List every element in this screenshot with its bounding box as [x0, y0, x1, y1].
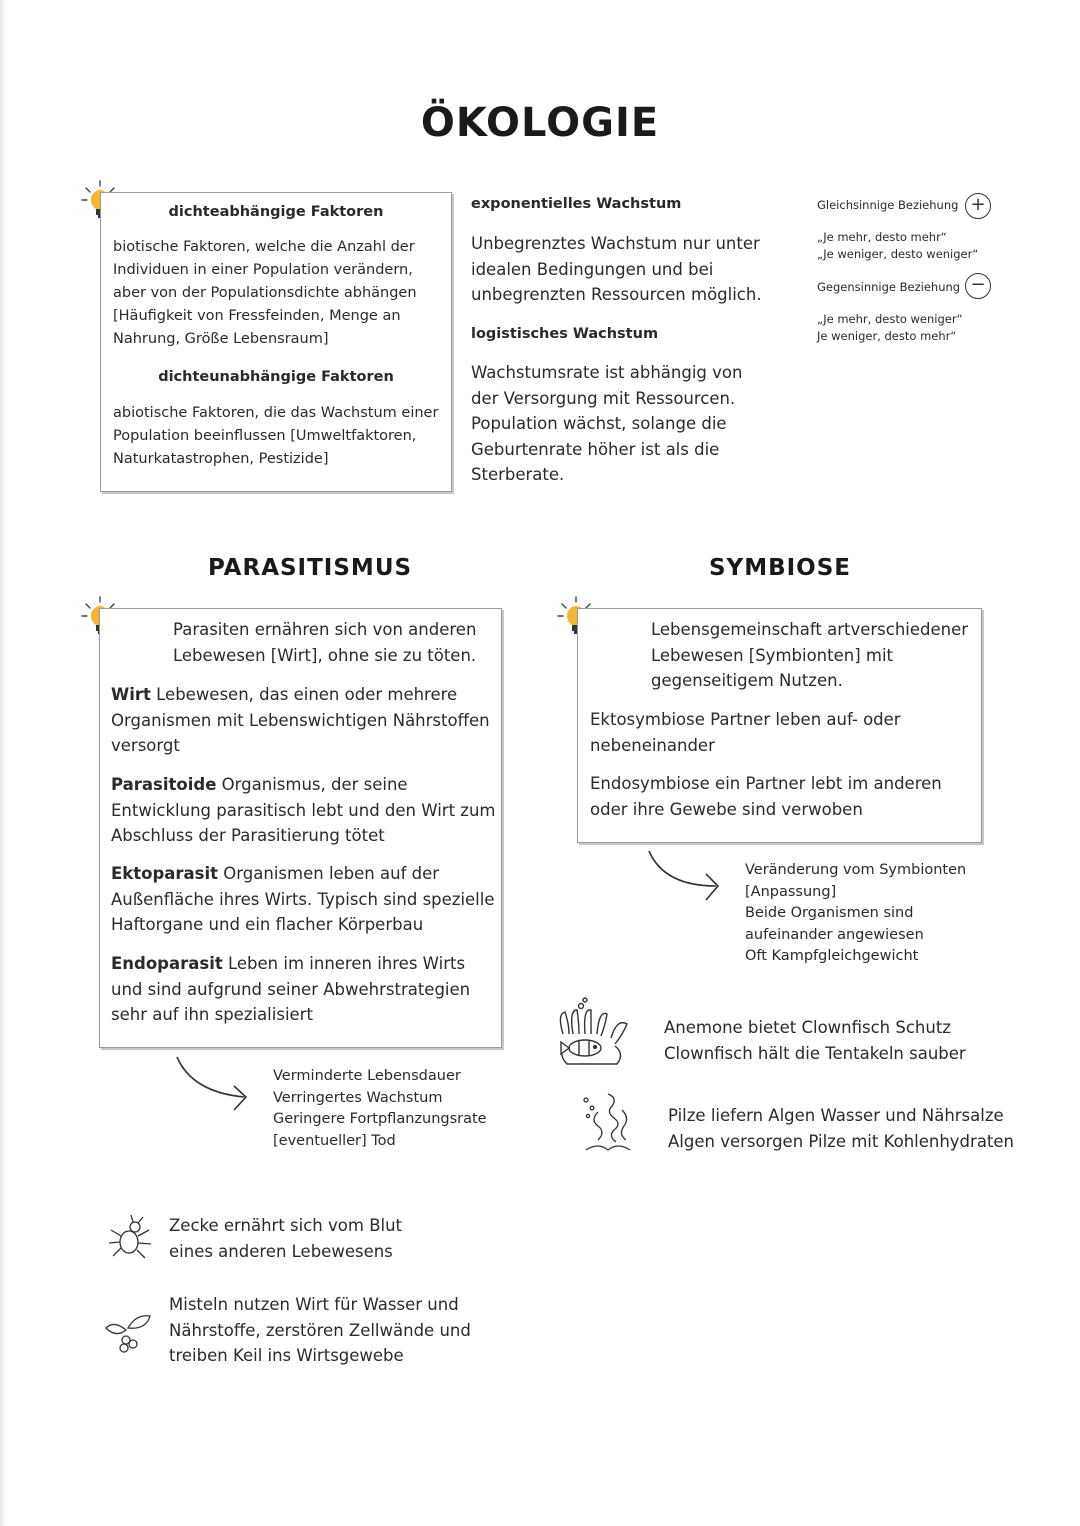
mistel-example: [169, 1292, 471, 1369]
parasitismus-title: PARASITISMUS: [207, 555, 413, 581]
effect-line: [Anpassung]: [745, 883, 837, 900]
exponentiell-text: Unbegrenztes Wachstum nur unter idealen Bedingungen und bei unbegrenzten Ressourcen möglich.: [471, 234, 762, 304]
example-line: Pilze liefern Algen Wasser und Nährsalze: [668, 1106, 1004, 1125]
tick-icon: [105, 1212, 155, 1264]
gleichsinnig-label: Gleichsinnige Beziehung: [817, 198, 959, 212]
parasitismus-effects: [273, 1066, 487, 1152]
definition-wirt: Wirt Lebewesen, das einen oder mehrere Organismen mit Lebenswichtigen Nährstoffen versorgt: [111, 685, 490, 755]
arrow-icon: [172, 1052, 252, 1114]
definition-parasitoide: Parasitoide Organismus, der seine Entwicklung parasitisch lebt und den Wirt zum Abschluss der Parasitierung tötet: [111, 775, 496, 845]
effect-line: Geringere Fortpflanzungsrate: [273, 1111, 487, 1127]
lichen-icon: [578, 1090, 636, 1156]
dichteabhaengig-text: biotische Faktoren, welche die Anzahl der Individuen in einer Population verändern, aber von der Populationsdichte abhängen [Häufigkeit von Fressfeinden, Menge an Nahrung, Größe Lebensraum]: [113, 239, 417, 347]
effect-line: Verminderte Lebensdauer: [273, 1068, 461, 1084]
example-line: Zecke ernährt sich vom Blut: [169, 1216, 403, 1235]
zecke-example: [169, 1213, 402, 1264]
example-line: eines anderen Lebewesens: [169, 1241, 393, 1261]
minus-icon: −: [965, 273, 991, 299]
effect-line: Beide Organismen sind: [745, 905, 914, 921]
parasitismus-box: [99, 608, 502, 1048]
effect-line: Oft Kampfgleichgewicht: [745, 948, 919, 964]
definition-endosymbiose: Endosymbiose ein Partner lebt im anderen oder ihre Gewebe sind verwoben: [590, 774, 942, 819]
exponentiell-heading: exponentielles Wachstum: [471, 196, 682, 212]
example-line: Nährstoffe, zerstören Zellwände und: [169, 1320, 471, 1340]
arrow-icon: [644, 846, 724, 908]
example-line: Misteln nutzen Wirt für Wasser und: [169, 1295, 459, 1314]
gegensinnig-line2: Je weniger, desto mehr“: [817, 329, 957, 343]
dichteunabhaengig-text: abiotische Faktoren, die das Wachstum einer Population beeinflussen [Umweltfaktoren, Naturkatastrophen, Pestizide]: [113, 405, 439, 467]
gleichsinnig-line2: „Je weniger, desto weniger“: [817, 247, 979, 261]
pilze-algen-example: [668, 1103, 1014, 1154]
definition-ektoparasit: Ektoparasit Organismen leben auf der Außenfläche ihres Wirts. Typisch sind spezielle Haftorgane und ein flacher Körperbau: [111, 864, 495, 934]
page-title: ÖKOLOGIE: [420, 100, 660, 146]
effect-line: Verringertes Wachstum: [273, 1089, 443, 1106]
gegensinnig-label: Gegensinnige Beziehung: [817, 280, 961, 294]
parasitismus-intro: Parasiten ernähren sich von anderen Lebewesen [Wirt], ohne sie zu töten.: [173, 620, 477, 665]
definition-ektosymbiose: Ektosymbiose Partner leben auf- oder nebeneinander: [590, 710, 901, 755]
logistisch-heading: logistisches Wachstum: [471, 326, 659, 342]
anemone-clownfish-icon: [555, 994, 637, 1070]
dichteabhaengig-heading: dichteabhängige Faktoren: [168, 204, 384, 220]
plus-icon: +: [965, 193, 991, 219]
logistisch-text: Wachstumsrate ist abhängig von der Versorgung mit Ressourcen. Population wächst, solange die Geburtenrate höher ist als die Sterberate.: [471, 363, 743, 484]
gleichsinnig-line1: „Je mehr, desto mehr“: [817, 230, 947, 244]
dichteunabhaengig-heading: dichteunabhängige Faktoren: [158, 369, 394, 385]
example-line: Algen versorgen Pilze mit Kohlenhydraten: [668, 1131, 1015, 1151]
example-line: treiben Keil ins Wirtsgewebe: [169, 1346, 404, 1365]
example-line: Clownfisch hält die Tentakeln sauber: [664, 1043, 966, 1063]
symbiose-effects: [745, 860, 966, 968]
symbiose-title: SYMBIOSE: [708, 555, 852, 581]
effect-line: Veränderung vom Symbionten: [745, 862, 967, 878]
effect-line: aufeinander angewiesen: [745, 926, 924, 943]
anemone-example: [664, 1015, 966, 1066]
effect-line: [eventueller] Tod: [273, 1132, 396, 1149]
symbiose-box: [577, 608, 982, 843]
faktoren-box: [100, 192, 452, 492]
mistletoe-icon: [102, 1308, 154, 1354]
gegensinnig-line1: „Je mehr, desto weniger“: [817, 312, 963, 326]
symbiose-intro: Lebensgemeinschaft artverschiedener Lebewesen [Symbionten] mit gegenseitigem Nutzen.: [651, 620, 969, 690]
example-line: Anemone bietet Clownfisch Schutz: [664, 1018, 951, 1037]
scan-edge: [0, 0, 6, 1526]
definition-endoparasit: Endoparasit Leben im inneren ihres Wirts und sind aufgrund seiner Abwehrstrategien sehr auf ihn spezialisiert: [111, 954, 471, 1024]
